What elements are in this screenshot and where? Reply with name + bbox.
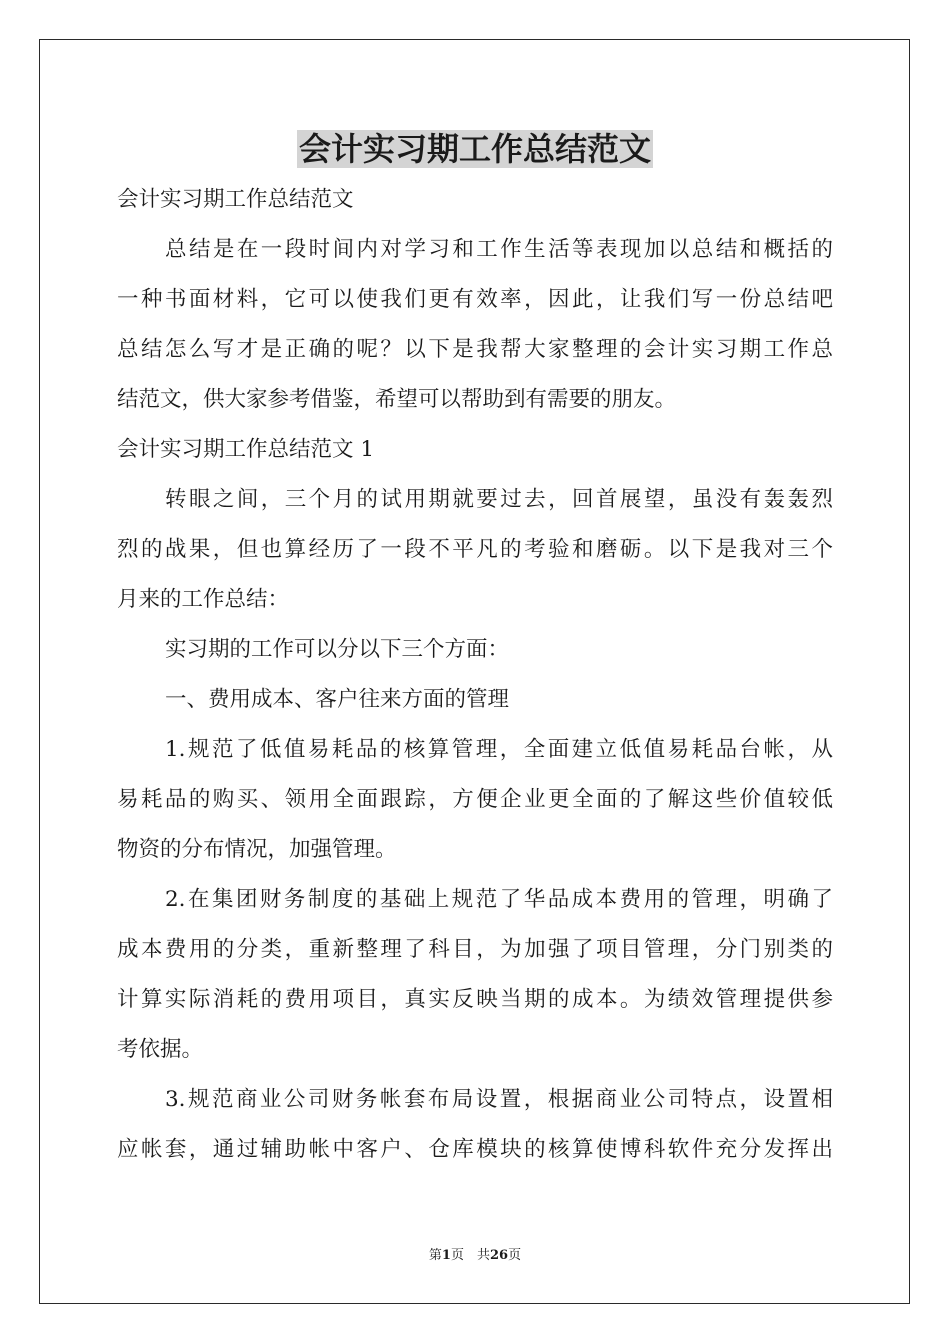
paragraph-line: 易耗品的购买、领用全面跟踪，方便企业更全面的了解这些价值较低 [117, 787, 833, 812]
footer-page-number: 1 [441, 1248, 451, 1263]
document-title [0, 127, 950, 171]
paragraph-line: 总结是在一段时间内对学习和工作生活等表现加以总结和概括的 [165, 237, 833, 262]
page-footer [0, 1247, 950, 1265]
footer-mid: 页 共 [450, 1248, 490, 1263]
paragraph-line: 物资的分布情况，加强管理。 [117, 837, 397, 862]
paragraph-line: 实习期的工作可以分以下三个方面： [165, 637, 510, 662]
section-heading: 会计实习期工作总结范文 1 [117, 437, 375, 462]
document-body [117, 181, 833, 1181]
paragraph-line: 3.规范商业公司财务帐套布局设置，根据商业公司特点，设置相 [165, 1087, 833, 1112]
paragraph-line: 转眼之间，三个月的试用期就要过去，回首展望，虽没有轰轰烈 [165, 487, 833, 512]
document-title-text: 会计实习期工作总结范文 [298, 130, 651, 168]
paragraph-line: 2.在集团财务制度的基础上规范了华品成本费用的管理，明确了 [165, 887, 833, 912]
paragraph-line: 结范文，供大家参考借鉴，希望可以帮助到有需要的朋友。 [117, 387, 677, 412]
paragraph-line: 成本费用的分类，重新整理了科目，为加强了项目管理，分门别类的 [117, 937, 833, 962]
paragraph-line: 计算实际消耗的费用项目，真实反映当期的成本。为绩效管理提供参 [117, 987, 833, 1012]
paragraph-line: 考依据。 [117, 1037, 204, 1062]
paragraph-line: 总结怎么写才是正确的呢？以下是我帮大家整理的会计实习期工作总 [117, 337, 833, 362]
paragraph-line: 一、费用成本、客户往来方面的管理 [165, 687, 510, 712]
paragraph-line: 月来的工作总结： [117, 587, 290, 612]
footer-prefix: 第 [428, 1248, 442, 1263]
footer-page-total: 26 [489, 1248, 509, 1263]
paragraph-line: 一种书面材料，它可以使我们更有效率，因此，让我们写一份总结吧 [117, 287, 833, 312]
paragraph-line: 烈的战果，但也算经历了一段不平凡的考验和磨砺。以下是我对三个 [117, 537, 833, 562]
footer-suffix: 页 [508, 1248, 522, 1263]
paragraph-line: 应帐套，通过辅助帐中客户、仓库模块的核算使博科软件充分发挥出 [117, 1137, 833, 1162]
paragraph-line: 1.规范了低值易耗品的核算管理，全面建立低值易耗品台帐，从 [165, 737, 833, 762]
subtitle-line: 会计实习期工作总结范文 [117, 187, 354, 212]
